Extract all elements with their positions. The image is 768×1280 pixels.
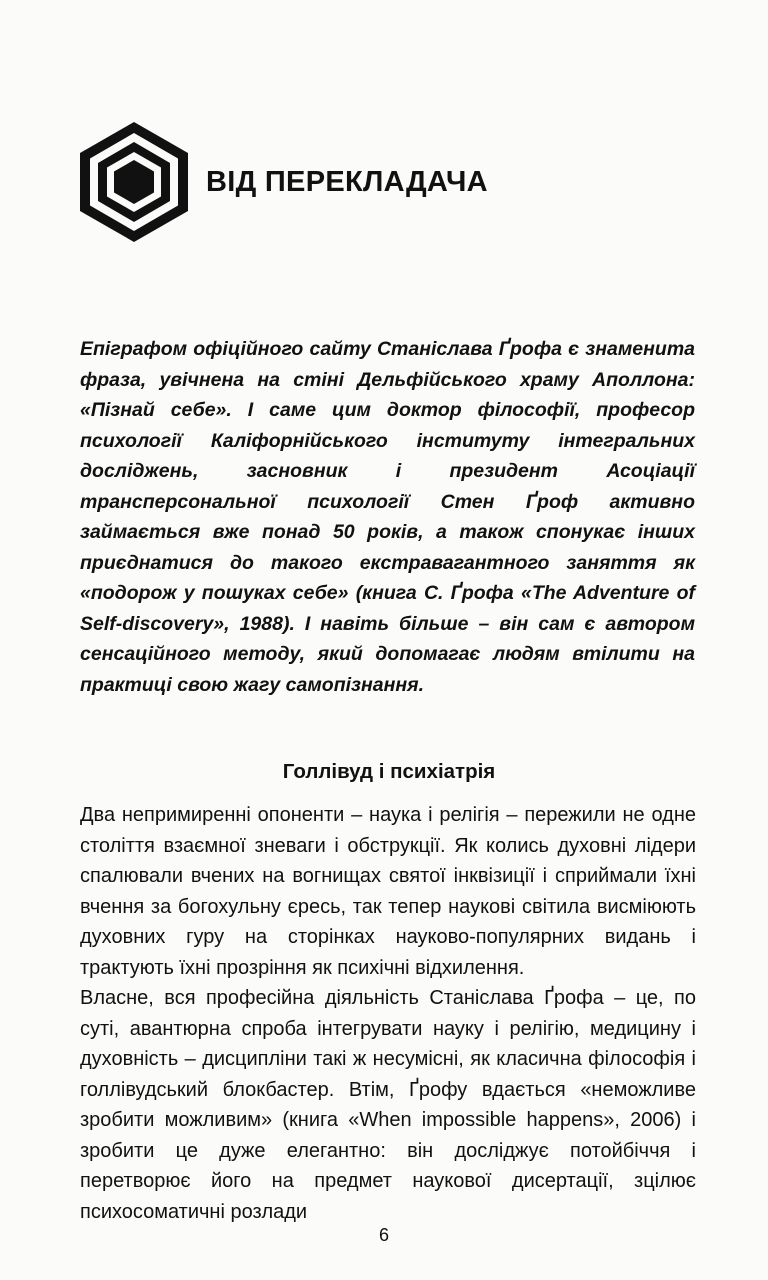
body-paragraph-1: Два непримиренні опоненти – наука і релігія – пережили не одне століття взаємної зневаги і обструкції. Як колись духовні лідери спалювали вчених на вогнищах святої інквізиції і сприймали їхні вчення за богохульну єресь, так тепер наукові світила висміюють духовних гуру на сторінках науково-популярних видань і трактують їхні прозріння як психічні відхилення.: [80, 804, 696, 979]
page-number: 6: [378, 1225, 389, 1245]
section-title: Голлівуд і психіатрія: [282, 760, 496, 783]
body-paragraph-2: Власне, вся професійна діяльність Станіслава Ґрофа – це, по суті, авантюрна спроба інтегрувати науку і релігію, медицину і духовність – дисципліни такі ж несумісні, як класична філософія і голлівудський блокбастер. Втім, Ґрофу вдається «неможливе зробити можливим» (книга «When impossible happens», 2006) і зробити це дуже елегантно: він досліджує потойбіччя і перетворює його на предмет наукової дисертації, зцілює психосоматичні розлади: [80, 987, 696, 1223]
epigraph-paragraph: Епіграфом офіційного сайту Станіслава Ґрофа є знаменита фраза, увічнена на стіні Дельфійського храму Аполлона: «Пізнай себе». І саме цим доктор філософії, професор психології Каліфорнійського інституту інтегральних досліджень, засновник і президент Асоціації трансперсональної психології Стен Ґроф активно займається вже понад 50 років, а також спонукає інших приєднатися до такого екстравагантного заняття як «подорож у пошуках себе» (книга С. Ґрофа «The Adventure of Self-discovery», 1988). І навіть більше – він сам є автором сенсаційного методу, який допомагає людям втілити на практиці свою жагу самопізнання.: [80, 338, 695, 696]
hexagon-logo-icon: [78, 120, 190, 244]
chapter-title: ВІД ПЕРЕКЛАДАЧА: [206, 165, 488, 198]
chapter-header: [78, 120, 488, 244]
